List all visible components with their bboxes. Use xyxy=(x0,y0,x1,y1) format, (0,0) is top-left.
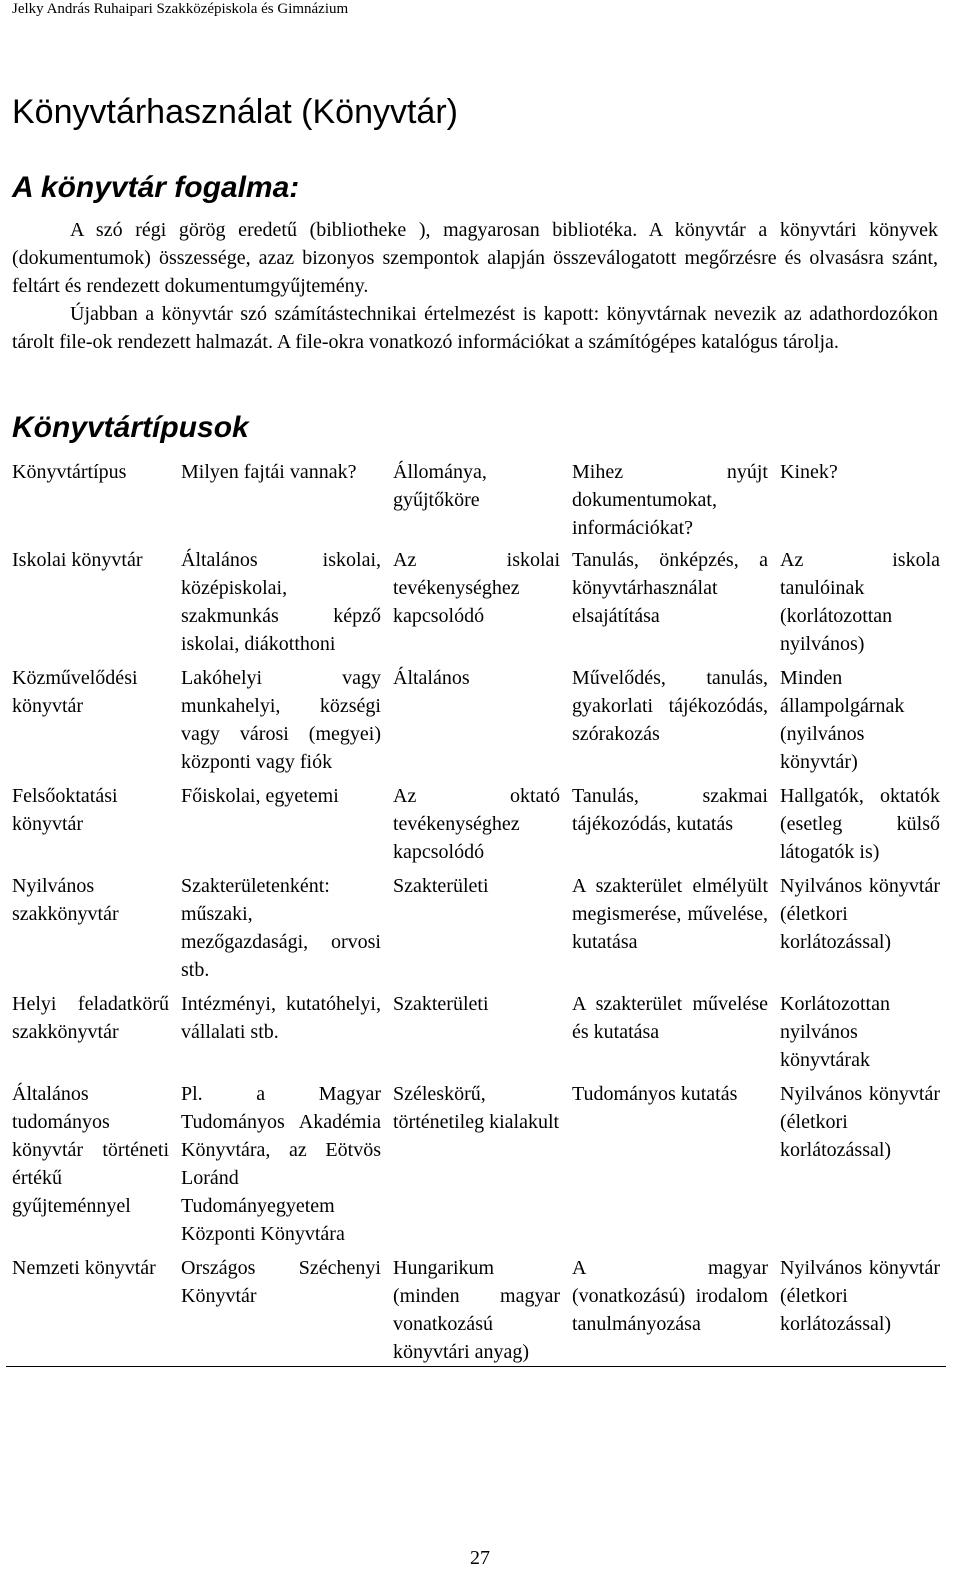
table-cell: Felsőoktatási könyvtár xyxy=(12,785,118,835)
table-cell: Az iskola tanulóinak (korlátozottan nyilvános) xyxy=(780,549,940,655)
table-row xyxy=(6,872,946,990)
table-cell: Országos Széchenyi Könyvtár xyxy=(181,1257,381,1307)
table-cell: Nyilvános könyvtár (életkori korlátozással) xyxy=(780,1083,940,1161)
column-header: Kinek? xyxy=(780,461,838,483)
table-cell: A magyar (vonatkozású) irodalom tanulmányozása xyxy=(572,1257,768,1335)
table-header-row xyxy=(6,458,946,546)
table-cell: Főiskolai, egyetemi xyxy=(181,785,339,807)
definition-text xyxy=(12,216,938,356)
column-header: Állománya, gyűjtőköre xyxy=(393,461,487,511)
table-cell: Művelődés, tanulás, gyakorlati tájékozódás, szórakozás xyxy=(572,667,768,745)
table-cell: Nyilvános könyvtár (életkori korlátozással) xyxy=(780,1257,940,1335)
table-cell: A szakterület elmélyült megismerése, művelése, kutatása xyxy=(572,875,768,953)
table-cell: Szakterületi xyxy=(393,875,489,897)
table-cell: Minden állampolgárnak (nyilvános könyvtár) xyxy=(780,667,905,773)
table-cell: Az iskolai tevékenységhez kapcsolódó xyxy=(393,549,560,627)
table-cell: Lakóhelyi vagy munkahelyi, községi vagy városi (megyei) központi vagy fiók xyxy=(181,667,381,773)
library-types-table xyxy=(6,458,946,1367)
definition-heading: A könyvtár fogalma: xyxy=(12,171,300,204)
table-row xyxy=(6,990,946,1080)
table-cell: Általános xyxy=(393,667,470,689)
table-cell: Nyilvános szakkönyvtár xyxy=(12,875,119,925)
definition-paragraph: Újabban a könyvtár szó számítástechnikai értelmezést is kapott: könyvtárnak nevezik az adathordozókon tárolt file-ok rendezett halmazát. A file-okra vonatkozó információkat a számítógépes katalógus tárolja. xyxy=(12,303,938,353)
table-cell: Szakterületenként: műszaki, mezőgazdasági, orvosi stb. xyxy=(181,875,381,981)
table-cell: Nemzeti könyvtár xyxy=(12,1257,156,1279)
table-cell: Helyi feladatkörű szakkönyvtár xyxy=(12,993,169,1043)
table-row xyxy=(6,546,946,664)
table-cell: Közművelődési könyvtár xyxy=(12,667,138,717)
table-row xyxy=(6,664,946,782)
definition-paragraph: A szó régi görög eredetű (bibliotheke ), magyarosan bibliotéka. A könyvtár a könyvtári könyvek (dokumentumok) összessége, azaz bizonyos szempontok alapján összeválogatott megőrzésre és olvasásra szánt, feltárt és rendezett dokumentumgyűjtemény. xyxy=(12,219,938,297)
table-row xyxy=(6,782,946,872)
table-cell: Általános iskolai, középiskolai, szakmunkás képző iskolai, diákotthoni xyxy=(181,549,381,655)
column-header: Könyvtártípus xyxy=(12,461,127,483)
table-row xyxy=(6,1080,946,1254)
table-cell: Pl. a Magyar Tudományos Akadémia Könyvtára, az Eötvös Loránd Tudományegyetem Központi Könyvtára xyxy=(181,1083,381,1245)
table-cell: Tanulás, önképzés, a könyvtárhasználat elsajátítása xyxy=(572,549,768,627)
table-cell: Tudományos kutatás xyxy=(572,1083,738,1105)
page-title: Könyvtárhasználat (Könyvtár) xyxy=(12,93,458,131)
table-cell: Hungarikum (minden magyar vonatkozású könyvtári anyag) xyxy=(393,1257,560,1363)
column-header: Mihez nyújt dokumentumokat, információkat? xyxy=(572,461,768,539)
column-header: Milyen fajtái vannak? xyxy=(181,461,357,483)
table-cell: Tanulás, szakmai tájékozódás, kutatás xyxy=(572,785,768,835)
table-cell: Szakterületi xyxy=(393,993,489,1015)
table-cell: Az oktató tevékenységhez kapcsolódó xyxy=(393,785,560,863)
table-cell: Iskolai könyvtár xyxy=(12,549,143,571)
table-cell: A szakterület művelése és kutatása xyxy=(572,993,768,1043)
library-types-heading: Könyvtártípusok xyxy=(12,411,249,444)
table-cell: Általános tudományos könyvtár történeti értékű gyűjteménnyel xyxy=(12,1083,169,1217)
page-number: 27 xyxy=(470,1547,490,1569)
page-header: Jelky András Ruhaipari Szakközépiskola és Gimnázium xyxy=(12,1,349,17)
table-row xyxy=(6,1254,946,1367)
table-cell: Korlátozottan nyilvános könyvtárak xyxy=(780,993,890,1071)
table-cell: Hallgatók, oktatók (esetleg külső látogatók is) xyxy=(780,785,940,863)
table-cell: Intézményi, kutatóhelyi, vállalati stb. xyxy=(181,993,381,1043)
table-cell: Széleskörű, történetileg kialakult xyxy=(393,1083,560,1133)
table-cell: Nyilvános könyvtár (életkori korlátozással) xyxy=(780,875,940,953)
